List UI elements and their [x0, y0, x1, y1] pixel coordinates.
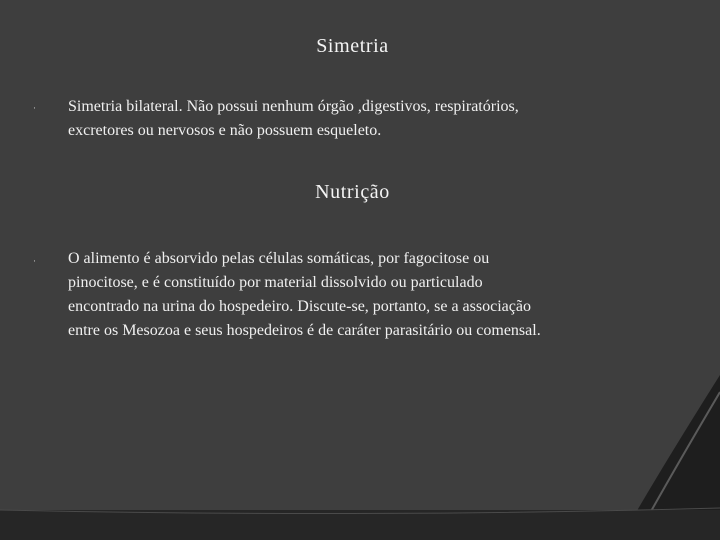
section-title-nutricao: Nutrição — [315, 181, 390, 203]
paragraph-line: O alimento é absorvido pelas células somáticas, por fagocitose ou — [68, 250, 490, 267]
paragraph-line: entre os Mesozoa e seus hospedeiros é de caráter parasitário ou comensal. — [68, 322, 541, 339]
section-title-simetria: Simetria — [316, 35, 389, 57]
paragraph-simetria — [68, 95, 668, 143]
paragraph-line: encontrado na urina do hospedeiro. Discute-se, portanto, se a associação — [68, 298, 531, 315]
bullet-marker: · — [33, 103, 36, 113]
paragraph-line: Simetria bilateral. Não possui nenhum órgão ,digestivos, respiratórios, — [68, 98, 519, 115]
bottom-band — [0, 510, 720, 540]
paragraph-nutricao — [68, 247, 668, 343]
paragraph-line: pinocitose, e é constituído por material dissolvido ou particulado — [68, 274, 483, 291]
paragraph-line: excretores ou nervosos e não possuem esqueleto. — [68, 122, 382, 139]
bullet-marker: · — [33, 256, 36, 266]
